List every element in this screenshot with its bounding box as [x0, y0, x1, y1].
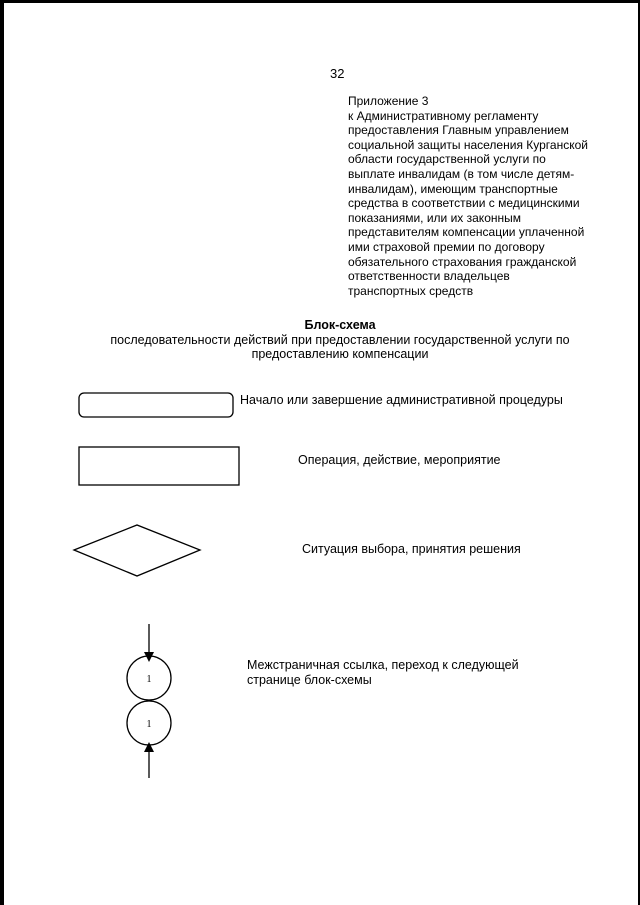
connector-label-line2: странице блок-схемы — [247, 673, 372, 687]
page-frame-top — [0, 0, 640, 3]
offpage-connector-symbol — [122, 622, 178, 782]
process-symbol — [78, 446, 242, 488]
connector-number-bottom: 1 — [146, 719, 152, 730]
terminator-label: Начало или завершение административной процедуры — [240, 393, 563, 407]
appendix-line: обязательного страхования гражданской — [348, 254, 577, 269]
appendix-line: ими страховой премии по договору — [348, 239, 545, 254]
appendix-line: к Административному регламенту — [348, 108, 539, 123]
decision-label: Ситуация выбора, принятия решения — [302, 542, 521, 556]
flowchart-title — [60, 318, 620, 362]
decision-symbol — [72, 523, 204, 579]
appendix-line: представителям компенсации уплаченной — [348, 225, 585, 240]
page-number: 32 — [330, 66, 345, 81]
page-frame-left — [0, 0, 4, 905]
appendix-line: выплате инвалидам (в том числе детям- — [348, 166, 575, 181]
appendix-line: средства в соответствии с медицинскими — [348, 196, 580, 211]
flowchart-subtitle-line1: последовательности действий при предоставлении государственной услуги по — [110, 332, 570, 347]
appendix-line: показаниями, или их законным — [348, 210, 521, 225]
appendix-line: области государственной услуги по — [348, 152, 546, 167]
terminator-symbol — [78, 392, 234, 420]
appendix-header — [348, 94, 613, 298]
flowchart-subtitle-line2: предоставлению компенсации — [251, 347, 429, 361]
appendix-line: предоставления Главным управлением — [348, 123, 569, 138]
appendix-line: транспортных средств — [348, 283, 474, 298]
flowchart-heading: Блок-схема — [304, 318, 376, 332]
appendix-line: социальной защиты населения Курганской — [348, 137, 588, 152]
process-label: Операция, действие, мероприятие — [298, 453, 501, 467]
connector-label-line1: Межстраничная ссылка, переход к следующей — [247, 658, 519, 672]
connector-number-top: 1 — [146, 674, 152, 685]
appendix-line: Приложение 3 — [348, 94, 429, 108]
appendix-line: инвалидам), имеющим транспортные — [348, 181, 558, 196]
appendix-line: ответственности владельцев — [348, 269, 510, 284]
